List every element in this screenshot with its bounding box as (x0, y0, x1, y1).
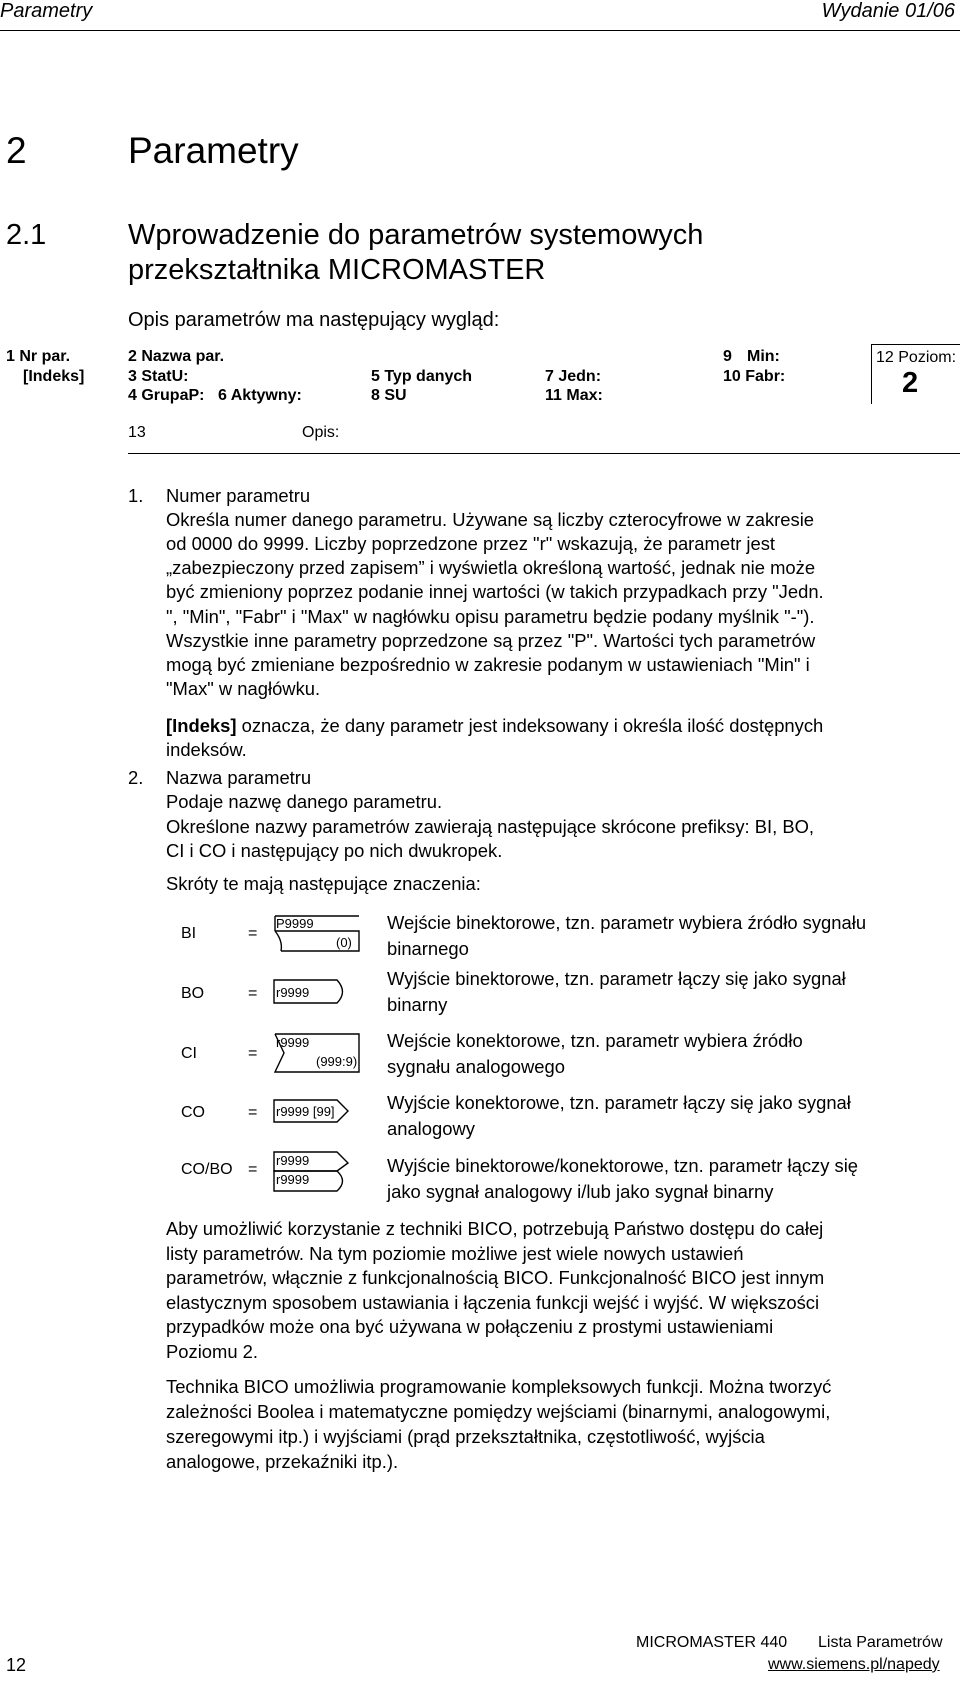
abbr-bo: BO (181, 985, 205, 1002)
table-fabr: 10 Fabr: (723, 368, 786, 385)
table-typ-danych: 5 Typ danych (371, 368, 473, 385)
bico-para1-line: Poziomu 2. (166, 1341, 258, 1362)
table-indeks: [Indeks] (23, 368, 85, 385)
footer-url-link[interactable]: www.siemens.pl/napedy (768, 1656, 940, 1673)
item2-number: 2. (128, 767, 144, 788)
abbr-desc: sygnału analogowego (387, 1056, 565, 1077)
abbr-desc: analogowy (387, 1118, 475, 1139)
table-poziom-value: 2 (902, 367, 919, 399)
item1-line: ", "Min", "Fabr" i "Max" w nagłówku opisu parametru będzie podany myślnik "-"). (166, 606, 815, 627)
abbr-co: CO (181, 1104, 205, 1121)
bico-para2-line: szeregowymi itp.) i wyjściami (prąd przekształtnika, częstotliwość, wyjścia (166, 1426, 765, 1447)
abbr-desc: Wyjście binektorowe/konektorowe, tzn. parametr łączy się (387, 1155, 859, 1176)
abbr-co-bo: CO/BO (181, 1161, 233, 1178)
abbr-desc: binarnego (387, 938, 469, 959)
item2-title: Nazwa parametru (166, 767, 312, 788)
symbol-label: r9999 (276, 1172, 310, 1187)
indeks-label: [Indeks] (166, 715, 237, 736)
item2-line: CI i CO i następujący po nich dwukropek. (166, 840, 503, 861)
footer-doc: Lista Parametrów (818, 1634, 943, 1651)
item1-line: być zmieniony poprzez podanie innej wartości (w takich przypadkach przy "Jedn. (166, 581, 824, 602)
header-right: Wydanie 01/06 (821, 0, 955, 22)
abbr-equals: = (248, 1161, 258, 1178)
table-min: Min: (747, 348, 780, 365)
item2-line: Podaje nazwę danego parametru. (166, 791, 443, 812)
symbol-label: r9999 (276, 1153, 310, 1168)
abbr-desc: jako sygnał analogowy i/lub jako sygnał binarny (387, 1181, 774, 1202)
symbol-label: P9999 (276, 916, 314, 931)
table-min-number: 9 (723, 348, 732, 365)
table-opis-number: 13 (128, 424, 146, 441)
item1-number: 1. (128, 485, 144, 506)
item1-line: „zabezpieczony przed zapisem” i wyświetla określoną wartość, jednak nie może (166, 557, 816, 578)
bico-para2-line: analogowe, przekaźniki itp.). (166, 1451, 399, 1472)
table-poziom: 12 Poziom: (876, 349, 957, 366)
item1-line: Określa numer danego parametru. Używane są liczby czterocyfrowe w zakresie (166, 509, 815, 530)
table-opis: Opis: (302, 424, 340, 441)
table-jedn: 7 Jedn: (545, 368, 602, 385)
symbol-label: r9999 [99] (276, 1104, 335, 1119)
abbr-desc: Wejście konektorowe, tzn. parametr wybiera źródło (387, 1030, 803, 1051)
bico-para2-line: zależności Boolea i matematyczne pomiędzy wejściami (binarnymi, analogowymi, (166, 1401, 831, 1422)
section-number: 2.1 (6, 219, 47, 251)
bico-para1-line: elastycznym sposobem ustawiania i łączenia funkcji wejść i wyjść. W większości (166, 1292, 820, 1313)
item1-indeks-line (166, 714, 823, 738)
footer-product: MICROMASTER 440 (636, 1634, 788, 1651)
header-left: Parametry (0, 0, 93, 22)
abbr-bi: BI (181, 925, 197, 942)
abbr-equals: = (248, 985, 258, 1002)
bico-para1-line: przypadków może ona być używana w połączeniu z prostymi ustawieniami (166, 1316, 774, 1337)
bico-para1-line: listy parametrów. Na tym poziomie możliwe jest wiele nowych ustawień (166, 1243, 744, 1264)
item1-line: Wszystkie inne parametry poprzedzone są przez "P". Wartości tych parametrów (166, 630, 816, 651)
table-su: 8 SU (371, 387, 407, 404)
table-statu: 3 StatU: (128, 368, 189, 385)
table-nr-par: 1 Nr par. (6, 348, 71, 365)
section-title-line2: przekształtnika MICROMASTER (128, 254, 546, 286)
abbr-desc: Wyjście binektorowe, tzn. parametr łączy się jako sygnał (387, 968, 846, 989)
abbr-equals: = (248, 1045, 258, 1062)
item1-line: "Max" w nagłówku. (166, 678, 321, 699)
abbr-ci: CI (181, 1045, 197, 1062)
item1-indeks-line2: indeksów. (166, 739, 247, 760)
chapter-title: Parametry (128, 130, 299, 171)
bico-para1-line: parametrów, włącznie z funkcjonalnością BICO. Funkcjonalność BICO jest innym (166, 1267, 825, 1288)
abbr-desc: Wyjście konektorowe, tzn. parametr łączy się jako sygnał (387, 1092, 851, 1113)
intro-text: Opis parametrów ma następujący wygląd: (128, 309, 500, 331)
symbol-label: r9999 (276, 985, 310, 1000)
header-divider (0, 30, 960, 31)
item2-line: Określone nazwy parametrów zawierają następujące skrócone prefiksy: BI, BO, (166, 816, 815, 837)
abbr-desc: Wejście binektorowe, tzn. parametr wybiera źródło sygnału (387, 912, 867, 933)
indeks-text: oznacza, że dany parametr jest indeksowany i określa ilość dostępnych (236, 715, 824, 736)
abbr-desc: binarny (387, 994, 448, 1015)
table-max: 11 Max: (545, 387, 603, 404)
section-title-line1: Wprowadzenie do parametrów systemowych (128, 219, 704, 251)
item1-line: mogą być zmieniane bezpośrednio w zakresie podanym w ustawieniach "Min" i (166, 654, 810, 675)
abbr-equals: = (248, 1104, 258, 1121)
bico-para2-line: Technika BICO umożliwia programowanie kompleksowych funkcji. Można tworzyć (166, 1376, 832, 1397)
abbr-intro: Skróty te mają następujące znaczenia: (166, 873, 481, 894)
bico-para1-line: Aby umożliwić korzystanie z techniki BICO, potrzebują Państwo dostępu do całej (166, 1218, 824, 1239)
item1-line: od 0000 do 9999. Liczby poprzedzone przez "r" wskazują, że parametr jest (166, 533, 776, 554)
table-grupap: 4 GrupaP: (128, 387, 205, 404)
symbol-label: r9999 (276, 1035, 310, 1050)
page-number: 12 (6, 1655, 27, 1675)
table-nazwa-par: 2 Nazwa par. (128, 348, 225, 365)
symbol-default: (0) (336, 935, 352, 950)
symbol-default: (999:9) (316, 1054, 358, 1069)
abbr-equals: = (248, 925, 258, 942)
item1-title: Numer parametru (166, 485, 311, 506)
table-aktywny: 6 Aktywny: (218, 387, 302, 404)
table-divider (128, 453, 960, 454)
chapter-number: 2 (6, 130, 27, 171)
